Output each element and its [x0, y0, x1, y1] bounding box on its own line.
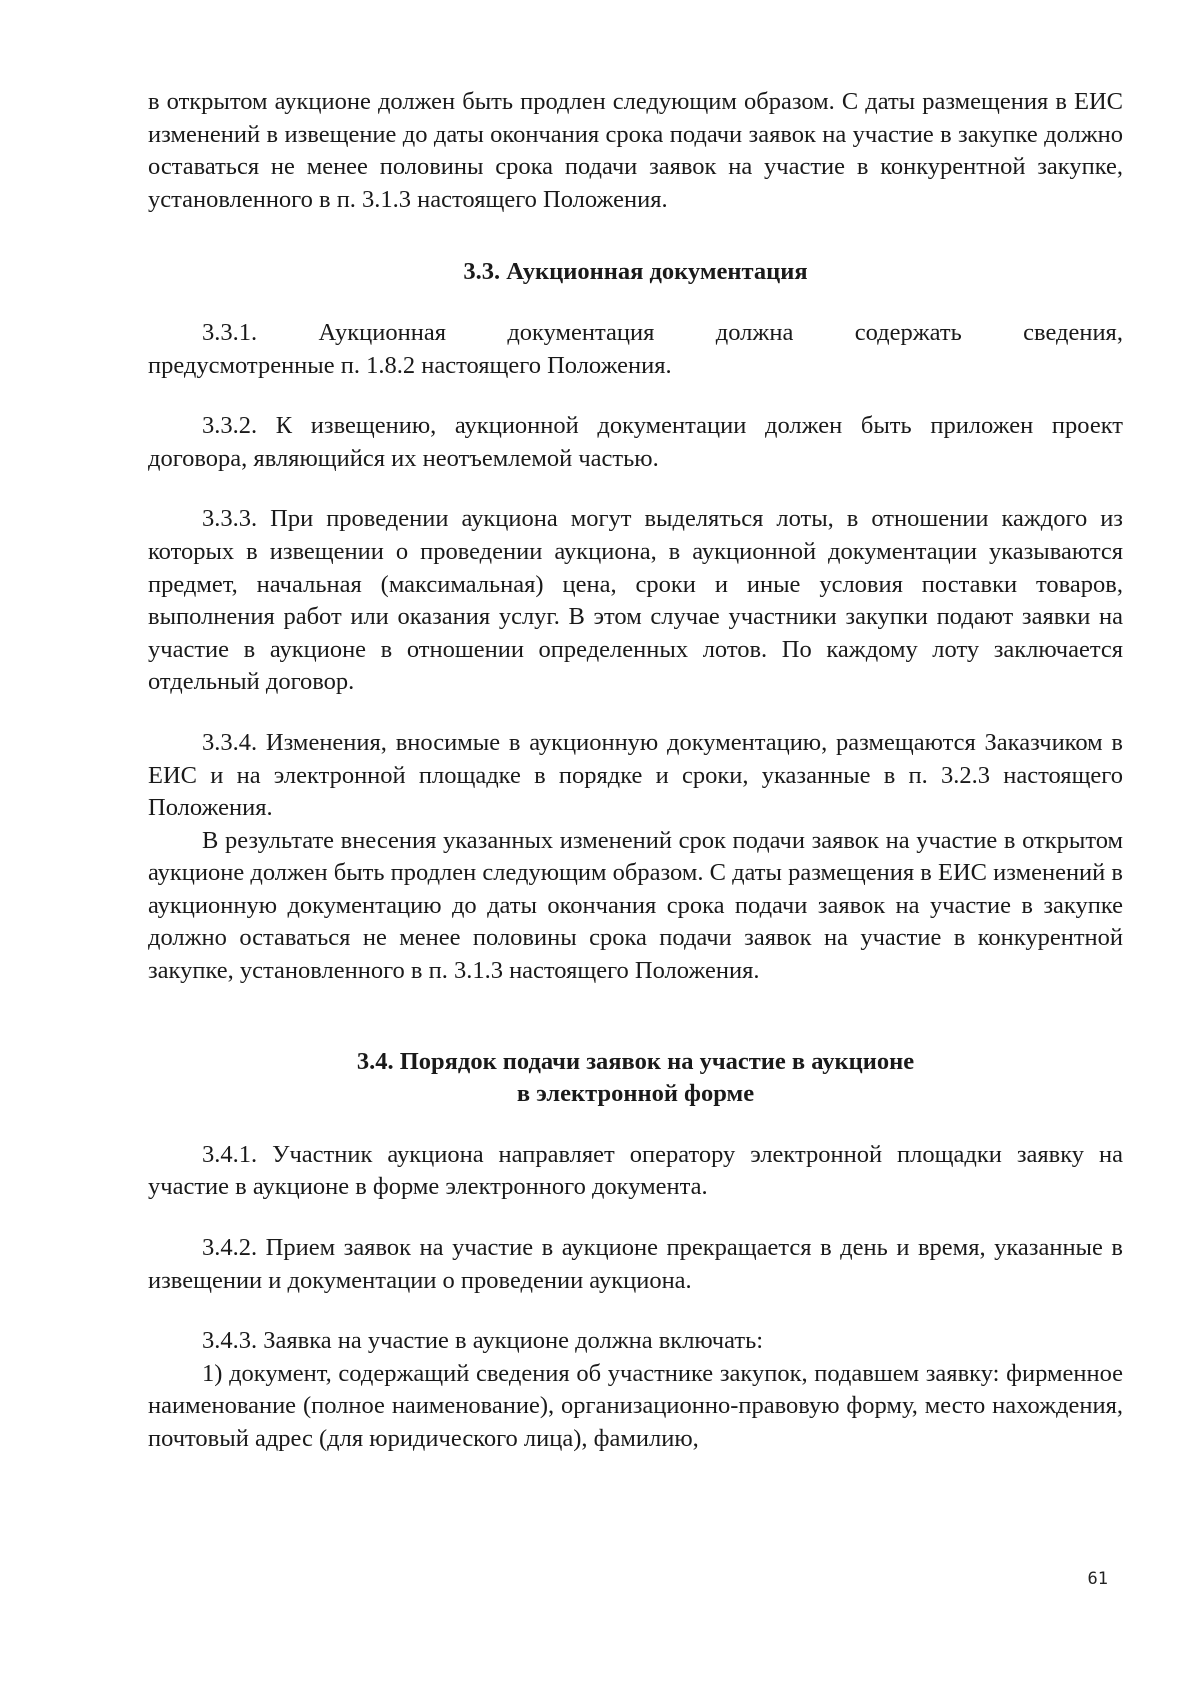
- paragraph-3-3-2: 3.3.2. К извещению, аукционной документации должен быть приложен проект договора, являющийся их неотъемлемой частью.: [148, 412, 1123, 472]
- paragraph-3-3-3: 3.3.3. При проведении аукциона могут выделяться лоты, в отношении каждого из которых в извещении о проведении аукциона, в аукционной документации указываются предмет, начальная (максимальная) цена, сроки и иные условия поставки товаров, выполнения работ или оказания услуг. В этом случае участники закупки подают заявки на участие в аукционе в отношении определенных лотов. По каждому лоту заключается отдельный договор.: [148, 505, 1123, 696]
- section-3-4-heading: [148, 1046, 1123, 1111]
- word: документация: [507, 318, 655, 346]
- paragraph-3-4-3: 3.4.3. Заявка на участие в аукционе должна включать:: [202, 1327, 764, 1355]
- intro-paragraph: в открытом аукционе должен быть продлен следующим образом. С даты размещения в ЕИС изменений в извещение до даты окончания срока подачи заявок на участие в закупке должно оставаться не менее половины срока подачи заявок на участие в конкурентной закупке, установленного в п. 3.1.3 настоящего Положения.: [148, 88, 1123, 213]
- word: содержать: [854, 318, 962, 346]
- section-3-4-heading-line2: в электронной форме: [516, 1080, 755, 1108]
- section-3-4-heading-line1: 3.4. Порядок подачи заявок на участие в аукционе: [356, 1047, 915, 1075]
- word: 3.3.1.: [202, 318, 258, 346]
- paragraph-3-3-1: [148, 317, 1123, 382]
- paragraph-3-4-3-item-1: 1) документ, содержащий сведения об участнике закупок, подавшем заявку: фирменное наименование (полное наименование), организационно-правовую форму, место нахождения, почтовый адрес (для юридического лица), фамилию,: [148, 1359, 1123, 1452]
- paragraph-3-3-1-first-line: [148, 317, 1123, 350]
- document-page: [148, 86, 1123, 1456]
- word: сведения,: [1023, 318, 1123, 346]
- page-number: 61: [1087, 1569, 1108, 1589]
- paragraph-3-4-1: 3.4.1. Участник аукциона направляет оператору электронной площадки заявку на участие в аукционе в форме электронного документа.: [148, 1140, 1123, 1201]
- paragraph-3-3-1-rest: предусмотренные п. 1.8.2 настоящего Положения.: [148, 351, 672, 379]
- word: Аукционная: [318, 318, 446, 346]
- paragraph-3-4-2: 3.4.2. Прием заявок на участие в аукционе прекращается в день и время, указанные в извещении и документации о проведении аукциона.: [148, 1234, 1123, 1294]
- paragraph-3-3-4-continued: В результате внесения указанных изменений срок подачи заявок на участие в открытом аукционе должен быть продлен следующим образом. С даты размещения в ЕИС изменений в аукционную документацию до даты окончания срока подачи заявок на участие в закупке должно оставаться не менее половины срока подачи заявок на участие в конкурентной закупке, установленного в п. 3.1.3 настоящего Положения.: [148, 826, 1123, 985]
- paragraph-3-3-4: 3.3.4. Изменения, вносимые в аукционную документацию, размещаются Заказчиком в ЕИС и на электронной площадке в порядке и сроки, указанные в п. 3.2.3 настоящего Положения.: [148, 728, 1123, 822]
- word: должна: [715, 318, 794, 346]
- section-3-3-heading: 3.3. Аукционная документация: [463, 258, 808, 286]
